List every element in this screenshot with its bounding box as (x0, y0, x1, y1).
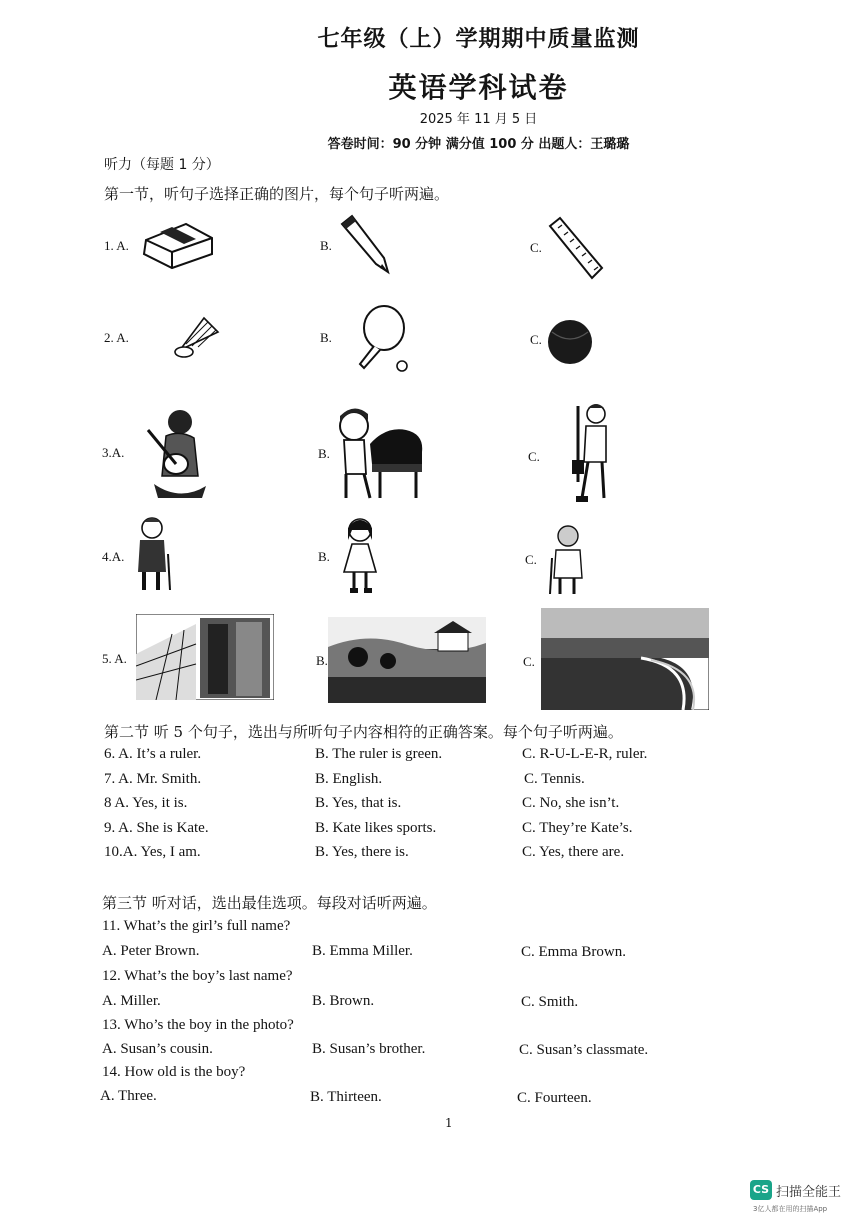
camscanner-logo-icon: CS (750, 1180, 772, 1200)
street-scene-icon (136, 614, 274, 700)
section3-title: 第三节 听对话，选出最佳选项。每段对话听两遍。 (102, 894, 437, 912)
q3-label-c: C. (528, 449, 540, 464)
racetrack-scene-icon (541, 608, 709, 710)
q13-question: 13. Who’s the boy in the photo? (102, 1017, 294, 1033)
q10-option-a: 10.A. Yes, I am. (104, 844, 201, 860)
q2-label-a: 2. A. (104, 330, 129, 345)
pencil-icon (338, 214, 394, 276)
q5-label-b: B. (316, 653, 328, 668)
q6-option-c: C. R-U-L-E-R, ruler. (522, 746, 648, 762)
basketball-icon (546, 318, 594, 366)
park-scene-icon (328, 617, 486, 703)
eraser-icon (140, 218, 215, 270)
q7-option-c: C. Tennis. (524, 771, 585, 787)
q9-option-c: C. They’re Kate’s. (522, 820, 633, 836)
q14-option-b: B. Thirteen. (310, 1089, 382, 1105)
q3-label-a: 3.A. (102, 445, 125, 460)
q3-label-b: B. (318, 446, 330, 461)
q8-option-b: B. Yes, that is. (315, 795, 402, 811)
exam-title-line2: 英语学科试卷 (388, 71, 569, 104)
page-number: 1 (445, 1116, 453, 1130)
q12-option-b: B. Brown. (312, 993, 375, 1009)
q14-question: 14. How old is the boy? (102, 1064, 246, 1080)
exam-date: 2025 年 11 月 5 日 (419, 112, 538, 127)
section1-title: 第一节，听句子选择正确的图片，每个句子听两遍。 (104, 185, 450, 203)
q11-option-c: C. Emma Brown. (521, 944, 626, 960)
shuttlecock-icon (174, 314, 220, 358)
ping-pong-paddle-icon (354, 304, 414, 376)
q7-option-a: 7. A. Mr. Smith. (104, 771, 202, 787)
q13-option-b: B. Susan’s brother. (312, 1041, 426, 1057)
q4-label-a: 4.A. (102, 549, 125, 564)
q1-label-a: 1. A. (104, 238, 129, 253)
q10-option-b: B. Yes, there is. (315, 844, 409, 860)
q10-option-c: C. Yes, there are. (522, 844, 625, 860)
old-woman-icon (548, 524, 586, 596)
q12-option-c: C. Smith. (521, 994, 579, 1010)
q8-option-c: C. No, she isn’t. (522, 795, 620, 811)
q1-label-c: C. (530, 240, 542, 255)
q13-option-c: C. Susan’s classmate. (519, 1042, 649, 1058)
q4-label-b: B. (318, 549, 330, 564)
q14-option-c: C. Fourteen. (517, 1090, 592, 1106)
section2-title: 第二节 听 5 个句子，选出与所听句子内容相符的正确答案。每个句子听两遍。 (104, 723, 623, 741)
q6-option-a: 6. A. It’s a ruler. (104, 746, 202, 762)
listening-heading: 听力（每题 1 分） (104, 157, 220, 173)
q8-option-a: 8 A. Yes, it is. (104, 795, 188, 811)
q2-label-c: C. (530, 332, 542, 347)
girl-icon (340, 516, 380, 596)
q2-label-b: B. (320, 330, 332, 345)
exam-meta: 答卷时间：90 分钟 满分值 100 分 出题人：王璐璐 (327, 137, 630, 152)
q7-option-b: B. English. (315, 771, 383, 787)
watermark-subtitle: 3亿人都在用的扫描App (753, 1205, 828, 1213)
piano-player-icon (336, 404, 428, 502)
q11-option-b: B. Emma Miller. (312, 943, 413, 959)
q1-label-b: B. (320, 238, 332, 253)
q5-label-c: C. (523, 654, 535, 669)
guitar-player-icon (140, 406, 210, 502)
q14-option-a: A. Three. (100, 1088, 157, 1104)
q11-option-a: A. Peter Brown. (102, 943, 200, 959)
q11-question: 11. What’s the girl’s full name? (102, 918, 291, 934)
q12-question: 12. What’s the boy’s last name? (102, 968, 293, 984)
q9-option-b: B. Kate likes sports. (315, 820, 437, 836)
q13-option-a: A. Susan’s cousin. (102, 1041, 213, 1057)
q12-option-a: A. Miller. (102, 993, 161, 1009)
q4-label-c: C. (525, 552, 537, 567)
watermark-name: 扫描全能王 (776, 1185, 842, 1200)
erhu-player-icon (566, 402, 614, 506)
ruler-icon (546, 216, 604, 280)
q6-option-b: B. The ruler is green. (315, 746, 443, 762)
exam-title-line1: 七年级（上）学期期中质量监测 (317, 26, 640, 52)
q5-label-a: 5. A. (102, 651, 127, 666)
q9-option-a: 9. A. She is Kate. (104, 820, 209, 836)
old-man-icon (134, 516, 174, 592)
